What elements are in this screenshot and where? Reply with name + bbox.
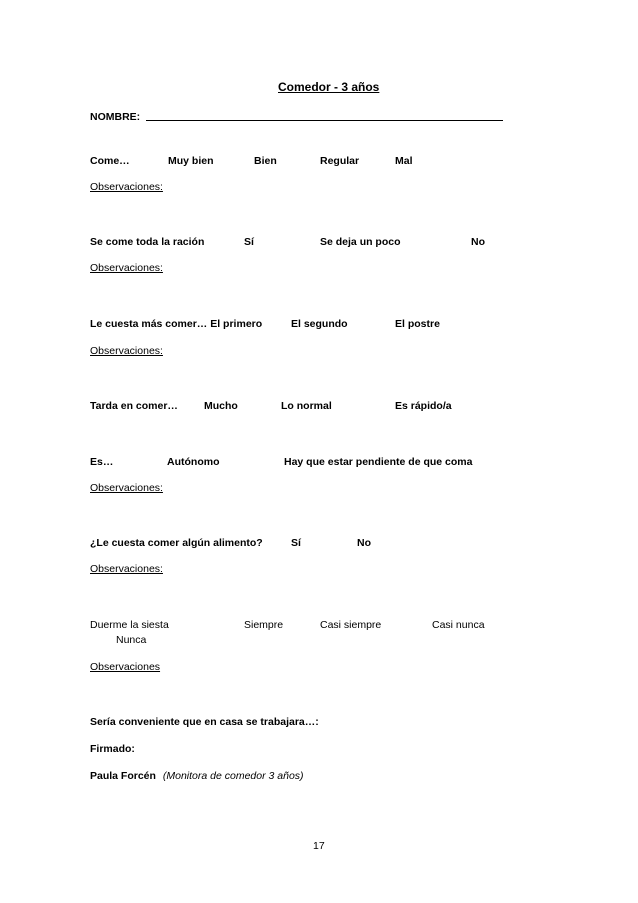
alimento-option-si: Sí <box>291 537 301 549</box>
observaciones-label-4: Observaciones: <box>90 482 163 494</box>
signature-role: (Monitora de comedor 3 años) <box>162 770 304 782</box>
siesta-option-casi-nunca: Casi nunca <box>432 619 485 631</box>
tarda-label: Tarda en comer… <box>90 400 178 412</box>
observaciones-label-6: Observaciones <box>90 661 161 673</box>
observaciones-label-2: Observaciones: <box>90 262 163 274</box>
nombre-label: NOMBRE: <box>90 111 141 123</box>
come-option-mal: Mal <box>395 155 413 167</box>
tarda-option-rapido: Es rápido/a <box>395 400 452 412</box>
come-option-bien: Bien <box>254 155 277 167</box>
es-option-pendiente: Hay que estar pendiente de que coma <box>284 456 473 468</box>
observaciones-label-3: Observaciones: <box>90 345 163 357</box>
alimento-label: ¿Le cuesta comer algún alimento? <box>90 537 263 549</box>
siesta-option-casi-siempre: Casi siempre <box>320 619 382 631</box>
siesta-label: Duerme la siesta <box>90 619 169 631</box>
racion-option-no: No <box>471 236 485 248</box>
signature-line <box>90 770 304 782</box>
signature-name: Paula Forcén <box>90 770 156 782</box>
come-label: Come… <box>90 155 130 167</box>
alimento-option-no: No <box>357 537 371 549</box>
es-label: Es… <box>90 456 114 468</box>
racion-label: Se come toda la ración <box>90 236 205 248</box>
observaciones-label-1: Observaciones: <box>90 181 163 193</box>
racion-option-si: Sí <box>244 236 254 248</box>
cuesta-label: Le cuesta más comer… El primero <box>90 318 263 330</box>
cuesta-option-postre: El postre <box>395 318 440 330</box>
come-option-regular: Regular <box>320 155 360 167</box>
page-number: 17 <box>313 840 325 852</box>
come-option-muy-bien: Muy bien <box>168 155 214 167</box>
tarda-option-normal: Lo normal <box>281 400 332 412</box>
conveniente-label: Sería conveniente que en casa se trabajara…: <box>90 716 319 728</box>
es-option-autonomo: Autónomo <box>167 456 220 468</box>
racion-option-se-deja: Se deja un poco <box>320 236 401 248</box>
siesta-option-nunca: Nunca <box>116 634 147 646</box>
firmado-label: Firmado: <box>90 743 135 755</box>
observaciones-label-5: Observaciones: <box>90 563 163 575</box>
tarda-option-mucho: Mucho <box>204 400 238 412</box>
page-title: Comedor - 3 años <box>278 80 380 94</box>
siesta-option-siempre: Siempre <box>244 619 284 631</box>
nombre-blank-line <box>146 120 503 121</box>
cuesta-option-segundo: El segundo <box>291 318 348 330</box>
